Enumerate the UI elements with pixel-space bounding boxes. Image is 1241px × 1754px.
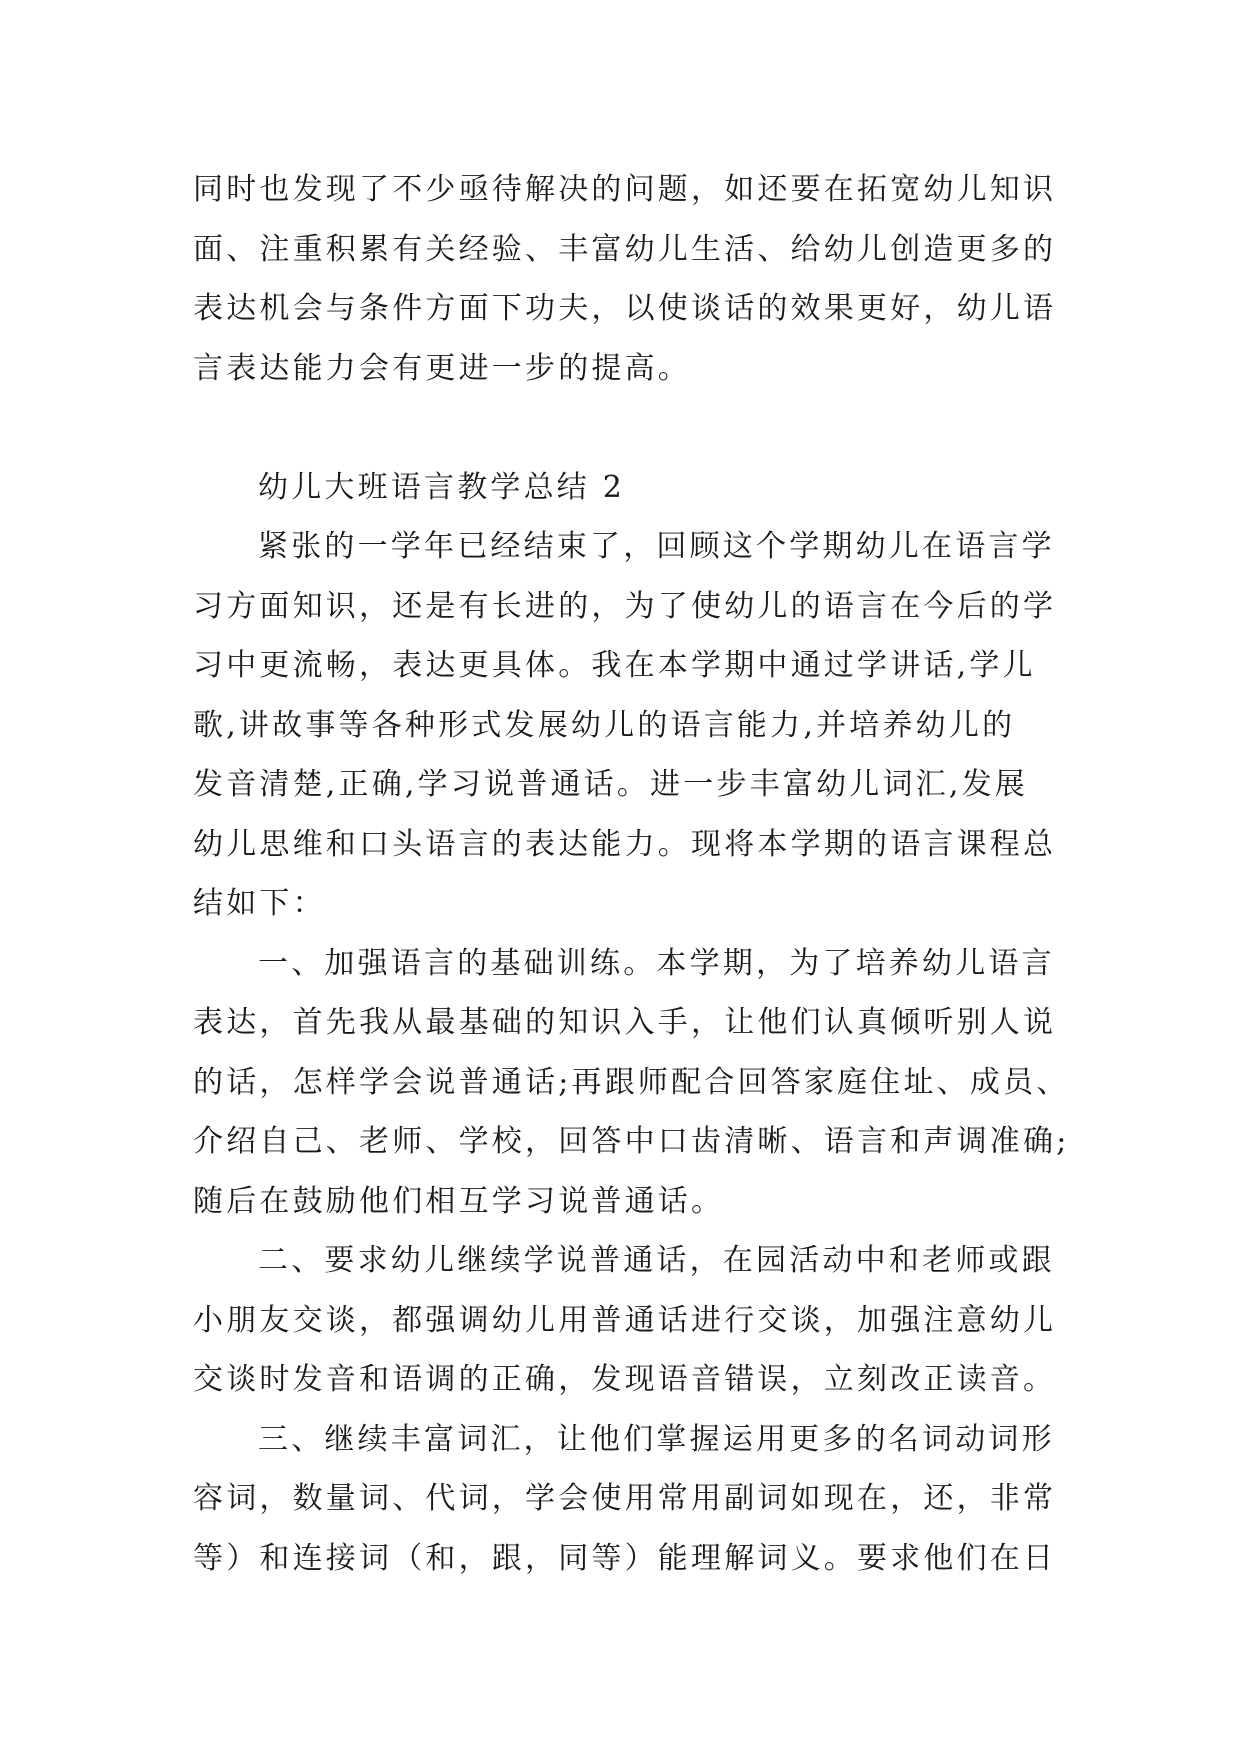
text-line: 习中更流畅，表达更具体。我在本学期中通过学讲话,学儿 <box>193 648 1036 683</box>
text-line: 一、加强语言的基础训练。本学期，为了培养幼儿语言 <box>258 945 1055 981</box>
text-line: 结如下： <box>193 886 326 921</box>
text-line: 幼儿思维和口头语言的表达能力。现将本学期的语言课程总 <box>193 826 1057 862</box>
text-line: 容词，数量词、代词，学会使用常用副词如现在，还，非常 <box>193 1481 1057 1516</box>
text-line: 随后在鼓励他们相互学习说普通话。 <box>193 1183 725 1219</box>
text-line: 介绍自己、老师、学校，回答中口齿清晰、语言和声调准确; <box>193 1124 1070 1159</box>
text-line: 二、要求幼儿继续学说普通话，在园活动中和老师或跟 <box>258 1243 1055 1278</box>
text-line: 紧张的一学年已经结束了，回顾这个学期幼儿在语言学 <box>258 529 1055 564</box>
text-line: 表达，首先我从最基础的知识入手，让他们认真倾听别人说 <box>193 1005 1057 1040</box>
text-line: 等）和连接词（和，跟，同等）能理解词义。要求他们在日 <box>193 1540 1057 1576</box>
text-line: 同时也发现了不少亟待解决的问题，如还要在拓宽幼儿知识 <box>193 172 1057 207</box>
text-line: 面、注重积累有关经验、丰富幼儿生活、给幼儿创造更多的 <box>193 231 1057 267</box>
text-line: 歌,讲故事等各种形式发展幼儿的语言能力,并培养幼儿的 <box>193 707 1016 743</box>
text-line: 小朋友交谈，都强调幼儿用普通话进行交谈，加强注意幼儿 <box>193 1302 1057 1338</box>
text-line: 三、继续丰富词汇，让他们掌握运用更多的名词动词形 <box>258 1421 1055 1457</box>
text-line: 交谈时发音和语调的正确，发现语音错误，立刻改正读音。 <box>193 1362 1057 1397</box>
text-line: 表达机会与条件方面下功夫，以使谈话的效果更好，幼儿语 <box>193 291 1057 326</box>
text-line: 习方面知识，还是有长进的，为了使幼儿的语言在今后的学 <box>193 588 1057 624</box>
text-line: 发音清楚,正确,学习说普通话。进一步丰富幼儿词汇,发展 <box>193 767 1029 802</box>
text-line: 言表达能力会有更进一步的提高。 <box>193 350 691 386</box>
body-text <box>193 160 1070 1588</box>
section-heading: 幼儿大班语言教学总结 2 <box>258 469 626 505</box>
blank-line <box>193 398 1055 458</box>
text-line: 的话，怎样学会说普通话;再跟师配合回答家庭住址、成员、 <box>193 1064 1070 1100</box>
